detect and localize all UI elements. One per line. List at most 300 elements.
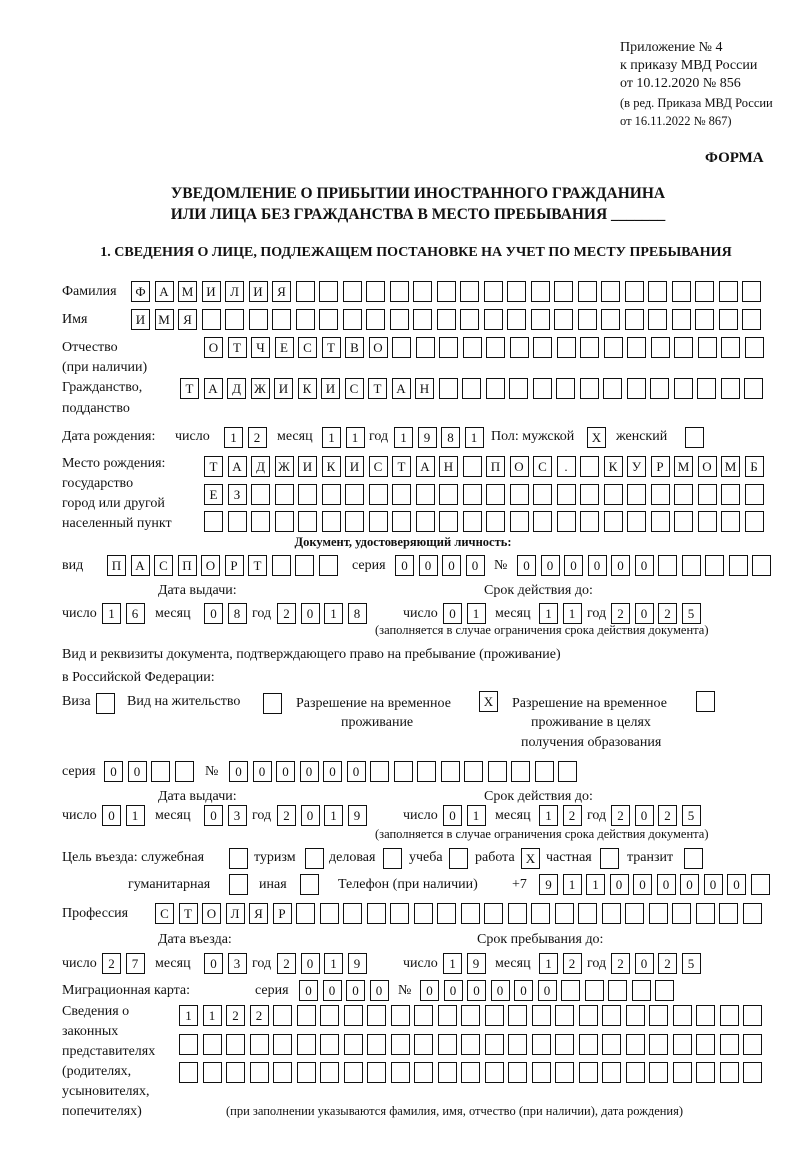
char-cell[interactable]: 1 <box>563 874 582 895</box>
char-cell[interactable]: Т <box>228 337 247 358</box>
char-cell[interactable] <box>604 484 623 505</box>
char-cell[interactable] <box>554 281 573 302</box>
checkbox-cell[interactable] <box>305 848 324 869</box>
char-cell[interactable] <box>674 511 693 532</box>
checkbox-cell[interactable] <box>263 693 282 714</box>
char-cell[interactable]: Е <box>275 337 294 358</box>
id-series-cells[interactable] <box>395 555 489 576</box>
char-cell[interactable]: А <box>416 456 435 477</box>
char-cell[interactable]: . <box>557 456 576 477</box>
char-cell[interactable] <box>743 1005 762 1026</box>
char-cell[interactable] <box>226 1062 245 1083</box>
char-cell[interactable]: 0 <box>301 603 320 624</box>
purpose-official-checkbox[interactable] <box>229 848 253 869</box>
char-cell[interactable] <box>439 484 458 505</box>
char-cell[interactable] <box>721 337 740 358</box>
char-cell[interactable] <box>438 1034 457 1055</box>
char-cell[interactable] <box>603 378 622 399</box>
char-cell[interactable] <box>485 1034 504 1055</box>
char-cell[interactable] <box>367 1005 386 1026</box>
char-cell[interactable]: О <box>204 337 223 358</box>
char-cell[interactable]: Ф <box>131 281 150 302</box>
checkbox-cell[interactable] <box>696 691 715 712</box>
char-cell[interactable] <box>343 281 362 302</box>
char-cell[interactable] <box>578 309 597 330</box>
char-cell[interactable]: Е <box>204 484 223 505</box>
char-cell[interactable] <box>696 1062 715 1083</box>
char-cell[interactable]: И <box>298 456 317 477</box>
residence-checkbox[interactable] <box>263 693 287 714</box>
char-cell[interactable]: 0 <box>635 603 654 624</box>
char-cell[interactable] <box>554 309 573 330</box>
char-cell[interactable]: 1 <box>126 805 145 826</box>
char-cell[interactable]: И <box>131 309 150 330</box>
right-issue-year[interactable] <box>277 805 371 826</box>
char-cell[interactable] <box>175 761 194 782</box>
reps-cells-3[interactable] <box>179 1062 767 1083</box>
char-cell[interactable] <box>463 511 482 532</box>
char-cell[interactable]: К <box>322 456 341 477</box>
char-cell[interactable] <box>344 1005 363 1026</box>
char-cell[interactable]: Д <box>227 378 246 399</box>
char-cell[interactable]: У <box>627 456 646 477</box>
char-cell[interactable]: 1 <box>586 874 605 895</box>
char-cell[interactable] <box>370 761 389 782</box>
char-cell[interactable] <box>366 309 385 330</box>
char-cell[interactable] <box>752 555 771 576</box>
char-cell[interactable]: 0 <box>370 980 389 1001</box>
char-cell[interactable] <box>295 555 314 576</box>
char-cell[interactable] <box>696 1005 715 1026</box>
birth-place-cells-1[interactable] <box>204 456 768 477</box>
char-cell[interactable] <box>557 337 576 358</box>
char-cell[interactable] <box>557 484 576 505</box>
char-cell[interactable] <box>272 309 291 330</box>
char-cell[interactable] <box>460 309 479 330</box>
char-cell[interactable]: 0 <box>104 761 123 782</box>
char-cell[interactable] <box>203 1062 222 1083</box>
char-cell[interactable] <box>561 980 580 1001</box>
char-cell[interactable] <box>602 1005 621 1026</box>
char-cell[interactable] <box>601 281 620 302</box>
char-cell[interactable] <box>720 1005 739 1026</box>
char-cell[interactable] <box>461 1034 480 1055</box>
char-cell[interactable]: 0 <box>443 805 462 826</box>
char-cell[interactable]: 0 <box>466 555 485 576</box>
char-cell[interactable]: Д <box>251 456 270 477</box>
char-cell[interactable] <box>460 281 479 302</box>
char-cell[interactable]: 0 <box>229 761 248 782</box>
char-cell[interactable] <box>392 484 411 505</box>
char-cell[interactable] <box>682 555 701 576</box>
id-number-cells[interactable] <box>517 555 776 576</box>
char-cell[interactable]: К <box>604 456 623 477</box>
female-checkbox[interactable] <box>685 427 709 448</box>
char-cell[interactable]: Т <box>368 378 387 399</box>
char-cell[interactable]: П <box>178 555 197 576</box>
char-cell[interactable] <box>580 484 599 505</box>
char-cell[interactable] <box>532 1034 551 1055</box>
char-cell[interactable]: 0 <box>204 953 223 974</box>
char-cell[interactable] <box>273 1062 292 1083</box>
char-cell[interactable]: 1 <box>324 805 343 826</box>
char-cell[interactable]: 0 <box>564 555 583 576</box>
purpose-business-checkbox[interactable] <box>383 848 407 869</box>
char-cell[interactable]: 0 <box>633 874 652 895</box>
char-cell[interactable]: 0 <box>704 874 723 895</box>
char-cell[interactable]: С <box>345 378 364 399</box>
purpose-private-checkbox[interactable] <box>600 848 624 869</box>
char-cell[interactable] <box>509 378 528 399</box>
char-cell[interactable] <box>250 1062 269 1083</box>
char-cell[interactable] <box>486 511 505 532</box>
char-cell[interactable] <box>510 511 529 532</box>
char-cell[interactable]: 3 <box>228 953 247 974</box>
char-cell[interactable] <box>343 903 362 924</box>
char-cell[interactable] <box>555 1034 574 1055</box>
char-cell[interactable] <box>508 1034 527 1055</box>
char-cell[interactable] <box>461 903 480 924</box>
stay-month[interactable] <box>539 953 586 974</box>
char-cell[interactable] <box>367 1034 386 1055</box>
char-cell[interactable] <box>555 1005 574 1026</box>
char-cell[interactable]: А <box>228 456 247 477</box>
char-cell[interactable]: 0 <box>395 555 414 576</box>
char-cell[interactable]: 8 <box>441 427 460 448</box>
char-cell[interactable] <box>579 1034 598 1055</box>
char-cell[interactable]: О <box>202 903 221 924</box>
char-cell[interactable]: 0 <box>588 555 607 576</box>
char-cell[interactable]: 1 <box>324 603 343 624</box>
char-cell[interactable] <box>391 1005 410 1026</box>
char-cell[interactable]: 1 <box>465 427 484 448</box>
entry-day[interactable] <box>102 953 149 974</box>
char-cell[interactable] <box>743 1034 762 1055</box>
birth-day-cells[interactable] <box>224 427 271 448</box>
char-cell[interactable] <box>695 281 714 302</box>
char-cell[interactable] <box>531 309 550 330</box>
char-cell[interactable] <box>705 555 724 576</box>
char-cell[interactable] <box>580 456 599 477</box>
char-cell[interactable]: М <box>178 281 197 302</box>
checkbox-cell[interactable]: X <box>587 427 606 448</box>
char-cell[interactable]: 0 <box>467 980 486 1001</box>
char-cell[interactable] <box>632 980 651 1001</box>
char-cell[interactable] <box>485 1062 504 1083</box>
char-cell[interactable] <box>673 1062 692 1083</box>
char-cell[interactable] <box>627 511 646 532</box>
char-cell[interactable]: Р <box>225 555 244 576</box>
char-cell[interactable]: Н <box>415 378 434 399</box>
char-cell[interactable] <box>625 903 644 924</box>
char-cell[interactable] <box>369 484 388 505</box>
char-cell[interactable] <box>510 484 529 505</box>
char-cell[interactable] <box>673 1005 692 1026</box>
char-cell[interactable] <box>250 1034 269 1055</box>
char-cell[interactable] <box>508 1005 527 1026</box>
char-cell[interactable]: 1 <box>563 603 582 624</box>
char-cell[interactable] <box>696 1034 715 1055</box>
char-cell[interactable] <box>729 555 748 576</box>
char-cell[interactable] <box>439 337 458 358</box>
char-cell[interactable]: Л <box>225 281 244 302</box>
char-cell[interactable] <box>698 337 717 358</box>
char-cell[interactable] <box>249 309 268 330</box>
checkbox-cell[interactable] <box>300 874 319 895</box>
char-cell[interactable]: 9 <box>348 953 367 974</box>
char-cell[interactable] <box>743 903 762 924</box>
male-checkbox[interactable] <box>587 427 611 448</box>
char-cell[interactable]: С <box>155 903 174 924</box>
char-cell[interactable] <box>627 484 646 505</box>
char-cell[interactable] <box>674 484 693 505</box>
purpose-other-checkbox[interactable] <box>300 874 324 895</box>
checkbox-cell[interactable] <box>229 848 248 869</box>
birth-year-cells[interactable] <box>394 427 488 448</box>
char-cell[interactable] <box>719 903 738 924</box>
char-cell[interactable] <box>463 484 482 505</box>
char-cell[interactable] <box>225 309 244 330</box>
checkbox-cell[interactable]: X <box>479 691 498 712</box>
char-cell[interactable]: 1 <box>394 427 413 448</box>
char-cell[interactable] <box>203 1034 222 1055</box>
right-number-cells[interactable] <box>229 761 582 782</box>
char-cell[interactable]: 2 <box>277 603 296 624</box>
char-cell[interactable] <box>226 1034 245 1055</box>
char-cell[interactable]: 0 <box>727 874 746 895</box>
char-cell[interactable]: 0 <box>204 603 223 624</box>
char-cell[interactable] <box>557 511 576 532</box>
char-cell[interactable] <box>672 281 691 302</box>
char-cell[interactable] <box>697 378 716 399</box>
char-cell[interactable]: 2 <box>611 953 630 974</box>
char-cell[interactable]: 0 <box>301 805 320 826</box>
char-cell[interactable] <box>414 1034 433 1055</box>
char-cell[interactable] <box>531 903 550 924</box>
char-cell[interactable] <box>649 1034 668 1055</box>
char-cell[interactable] <box>367 1062 386 1083</box>
id-issue-day[interactable] <box>102 603 149 624</box>
char-cell[interactable] <box>555 903 574 924</box>
char-cell[interactable] <box>649 1062 668 1083</box>
char-cell[interactable] <box>533 511 552 532</box>
char-cell[interactable]: 0 <box>657 874 676 895</box>
char-cell[interactable] <box>721 484 740 505</box>
char-cell[interactable]: Р <box>651 456 670 477</box>
char-cell[interactable] <box>602 903 621 924</box>
checkbox-cell[interactable] <box>383 848 402 869</box>
char-cell[interactable]: 0 <box>420 980 439 1001</box>
right-valid-year[interactable] <box>611 805 705 826</box>
char-cell[interactable] <box>202 309 221 330</box>
char-cell[interactable] <box>413 309 432 330</box>
char-cell[interactable]: Н <box>439 456 458 477</box>
name-cells[interactable] <box>131 309 766 330</box>
char-cell[interactable]: 1 <box>539 953 558 974</box>
char-cell[interactable]: И <box>321 378 340 399</box>
char-cell[interactable]: С <box>369 456 388 477</box>
migration-number-cells[interactable] <box>420 980 679 1001</box>
surname-cells[interactable] <box>131 281 766 302</box>
char-cell[interactable]: О <box>698 456 717 477</box>
char-cell[interactable] <box>417 761 436 782</box>
birth-month-cells[interactable] <box>322 427 369 448</box>
char-cell[interactable] <box>392 337 411 358</box>
char-cell[interactable] <box>416 511 435 532</box>
right-valid-day[interactable] <box>443 805 490 826</box>
char-cell[interactable] <box>228 511 247 532</box>
char-cell[interactable] <box>366 281 385 302</box>
char-cell[interactable] <box>698 511 717 532</box>
char-cell[interactable]: 1 <box>322 427 341 448</box>
char-cell[interactable] <box>484 309 503 330</box>
char-cell[interactable]: 0 <box>299 980 318 1001</box>
char-cell[interactable] <box>602 1062 621 1083</box>
char-cell[interactable]: 0 <box>443 603 462 624</box>
char-cell[interactable]: А <box>155 281 174 302</box>
char-cell[interactable] <box>438 1062 457 1083</box>
visa-checkbox[interactable] <box>96 693 120 714</box>
char-cell[interactable]: 3 <box>228 805 247 826</box>
char-cell[interactable] <box>721 511 740 532</box>
char-cell[interactable]: М <box>721 456 740 477</box>
char-cell[interactable]: 2 <box>658 953 677 974</box>
char-cell[interactable] <box>532 1005 551 1026</box>
char-cell[interactable] <box>625 309 644 330</box>
char-cell[interactable] <box>179 1034 198 1055</box>
char-cell[interactable] <box>580 337 599 358</box>
char-cell[interactable]: 2 <box>611 603 630 624</box>
char-cell[interactable]: 0 <box>323 980 342 1001</box>
char-cell[interactable]: 2 <box>563 805 582 826</box>
stay-year[interactable] <box>611 953 705 974</box>
char-cell[interactable]: Б <box>745 456 764 477</box>
char-cell[interactable] <box>319 309 338 330</box>
char-cell[interactable]: П <box>486 456 505 477</box>
char-cell[interactable]: А <box>392 378 411 399</box>
char-cell[interactable]: И <box>249 281 268 302</box>
char-cell[interactable] <box>672 309 691 330</box>
char-cell[interactable]: М <box>155 309 174 330</box>
char-cell[interactable] <box>414 1005 433 1026</box>
char-cell[interactable]: 2 <box>611 805 630 826</box>
phone-cells[interactable] <box>539 874 774 895</box>
birth-place-cells-3[interactable] <box>204 511 768 532</box>
char-cell[interactable] <box>510 337 529 358</box>
char-cell[interactable] <box>507 309 526 330</box>
char-cell[interactable] <box>416 337 435 358</box>
char-cell[interactable] <box>533 337 552 358</box>
char-cell[interactable] <box>720 1034 739 1055</box>
char-cell[interactable]: О <box>510 456 529 477</box>
char-cell[interactable] <box>578 903 597 924</box>
char-cell[interactable]: 1 <box>443 953 462 974</box>
char-cell[interactable] <box>533 378 552 399</box>
char-cell[interactable]: 0 <box>323 761 342 782</box>
char-cell[interactable] <box>719 309 738 330</box>
char-cell[interactable] <box>369 511 388 532</box>
char-cell[interactable]: 5 <box>682 805 701 826</box>
char-cell[interactable]: 1 <box>539 805 558 826</box>
char-cell[interactable] <box>578 281 597 302</box>
char-cell[interactable]: 1 <box>467 805 486 826</box>
checkbox-cell[interactable] <box>449 848 468 869</box>
char-cell[interactable] <box>626 1062 645 1083</box>
purpose-work-checkbox[interactable] <box>521 848 545 869</box>
char-cell[interactable] <box>273 1034 292 1055</box>
char-cell[interactable] <box>508 903 527 924</box>
char-cell[interactable] <box>742 281 761 302</box>
char-cell[interactable] <box>627 337 646 358</box>
char-cell[interactable] <box>648 309 667 330</box>
char-cell[interactable] <box>745 337 764 358</box>
char-cell[interactable]: Я <box>178 309 197 330</box>
char-cell[interactable]: 9 <box>418 427 437 448</box>
right-issue-day[interactable] <box>102 805 149 826</box>
purpose-study-checkbox[interactable] <box>449 848 473 869</box>
char-cell[interactable]: Т <box>180 378 199 399</box>
birth-place-cells-2[interactable] <box>204 484 768 505</box>
char-cell[interactable] <box>535 761 554 782</box>
char-cell[interactable]: А <box>131 555 150 576</box>
char-cell[interactable] <box>604 337 623 358</box>
char-cell[interactable]: В <box>345 337 364 358</box>
char-cell[interactable] <box>579 1062 598 1083</box>
char-cell[interactable]: 6 <box>126 603 145 624</box>
char-cell[interactable] <box>413 281 432 302</box>
char-cell[interactable] <box>392 511 411 532</box>
char-cell[interactable] <box>649 903 668 924</box>
char-cell[interactable] <box>414 903 433 924</box>
char-cell[interactable] <box>651 511 670 532</box>
trpe-checkbox[interactable] <box>696 691 720 712</box>
char-cell[interactable] <box>251 484 270 505</box>
char-cell[interactable]: И <box>345 456 364 477</box>
char-cell[interactable] <box>601 309 620 330</box>
char-cell[interactable]: С <box>298 337 317 358</box>
char-cell[interactable]: 0 <box>102 805 121 826</box>
char-cell[interactable]: 5 <box>682 953 701 974</box>
char-cell[interactable]: 0 <box>517 555 536 576</box>
patronymic-cells[interactable] <box>204 337 768 358</box>
char-cell[interactable]: 2 <box>102 953 121 974</box>
char-cell[interactable]: 0 <box>444 980 463 1001</box>
char-cell[interactable] <box>320 903 339 924</box>
char-cell[interactable] <box>461 1005 480 1026</box>
purpose-humanitarian-checkbox[interactable] <box>229 874 253 895</box>
char-cell[interactable]: М <box>674 456 693 477</box>
char-cell[interactable]: О <box>201 555 220 576</box>
char-cell[interactable]: П <box>107 555 126 576</box>
reps-cells-2[interactable] <box>179 1034 767 1055</box>
entry-month[interactable] <box>204 953 251 974</box>
char-cell[interactable]: З <box>228 484 247 505</box>
char-cell[interactable] <box>320 1062 339 1083</box>
char-cell[interactable] <box>344 1034 363 1055</box>
char-cell[interactable]: 0 <box>491 980 510 1001</box>
char-cell[interactable]: Т <box>392 456 411 477</box>
char-cell[interactable]: С <box>154 555 173 576</box>
id-valid-month[interactable] <box>539 603 586 624</box>
char-cell[interactable]: 0 <box>611 555 630 576</box>
char-cell[interactable]: И <box>202 281 221 302</box>
char-cell[interactable] <box>745 511 764 532</box>
char-cell[interactable]: К <box>298 378 317 399</box>
char-cell[interactable]: 0 <box>538 980 557 1001</box>
char-cell[interactable]: 2 <box>277 805 296 826</box>
char-cell[interactable] <box>320 1034 339 1055</box>
char-cell[interactable] <box>296 903 315 924</box>
